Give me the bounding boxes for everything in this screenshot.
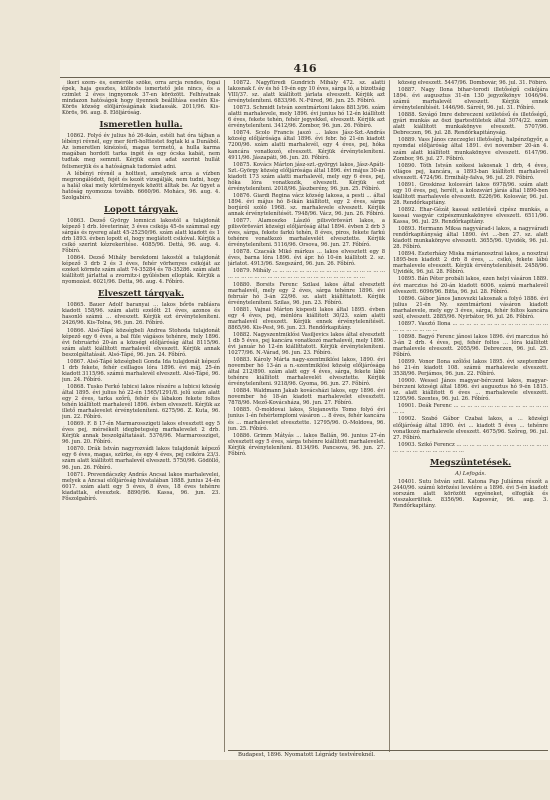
imprint-footer: Budapest, 1896. Nyomatott Légrády testvéreknél. (238, 752, 375, 758)
notice-paragraph: 10892. Ehar-Gézát kassai születésű cipész munkás, a kassai vasgyár czipészmunkakönyve elveszett. 6511/96. Kassa, 96. jul. 29. Rendőrkapitány. (393, 206, 548, 226)
page-number: 416 (293, 62, 317, 75)
notice-paragraph: 10874. Scolo Francis jaszó ... lakos Jász-Szt.-András község előljárósága által 1896. évi febr. hó 21-én kiadott 7200/96. szám alatti marhalevél, egy 4 éves, pej, hóka kancára vonatkozó, elveszett. Kérjük érvényteleníteni. 4911/96. Jászapáti, 96. jun. 20. Főbíró. (228, 130, 385, 161)
notice-paragraph: 10873. Schmidt István szentmártoni lakos 8813/96. szám alatti marhalevele, mely 1896. évi junius hó 12-én kiállított 6 éves, fekete tehén, fehér jegyekkel, elveszett. Kérjük azt érvényteleníteni. 3412/96. Zombor, 96. jun. 26. Főbíró. (228, 105, 385, 130)
notice-paragraph: 10868. Tusko Ferkó lubicsi lakos részére a lubicsi község által 1895. évi julius hó 22-én 1565/1291/8. jelű szám alatt egy 2 éves, tarka szőrű, fehér és lábakon fekete foltos tehén kiállított marhalevél 1896. évben elveszett. Kérjük az illető marhalevelet érvényteleníteni. 6275/96. Z. Kuta, 96. jun. 22. Főbíró. (62, 383, 220, 421)
section-heading: Lopott tárgyak. (103, 204, 179, 215)
notice-paragraph: 10894. Eszterházy Miska márianosztrai lakos, a nosztrai 1895-ben kiadott 2 drb 8 éves, ... csikó, fekete lábú marhalevele elveszett. Kérjük érvénytelenítését. 2458/96. Ujvidék, 96. jul. 28. Főbíró. (393, 251, 548, 276)
notice-paragraph: 10870. Drák István nagyrozvádi lakos tulajdonát képező egy 6 éves, magas, szürke, és egy 4 éves, pej csikóra 23/3. szám alatt kiállított marhalevél elveszett. 5750/96. Gödöllő, 96. jun. 26. Főbíró. (62, 446, 220, 471)
notice-paragraph: 10895. Bán Péter probáli lakos, ezen helyi vásáron 1889. évi marczius hó 20-án kiadott 6006. számú marhalevél elveszett. 6096/96. Bitta, 96. jul. 28. Főbíró. (393, 276, 548, 295)
notice-paragraph: 10885. Ó-moldovai lakos, Stojanovits Tomo folyó évi junius 1-én fehértemplomi vásáron ... 8 éves, fehér kancára és ... marhalevelet elvesztette. 12795/96. O.-Moldova, 96. jun. 25. Főbíró. (228, 407, 385, 432)
notice-paragraph: 10884. Waldmann Jakab kovácsházi lakos, egy 1896. évi november hó 18-án kiadott marhalevelet elvesztett. 7878/96. Mező-Kovácsháza, 96. jun. 27. Főbíró. (228, 388, 385, 407)
notice-paragraph: 10876. Giardi Regina vácz község lakosa, a pesti ... által 1894. évi május hó 8-ikán kiállított, egy 2 éves, sárga borjúról szóló 1968. sz. marhalevele elveszett. Kérjük annak érvénytelenítését. 7948/96. Vácz, 96. jun. 26. Főbíró. (228, 192, 385, 217)
column-divider (224, 80, 225, 752)
notice-paragraph: 10902. Szabó Gábor Czabai lakos, a ... községi előljáróság által 1890. évi ... kiadott 5 éves ... tehénre vonatkozó marhalevele elveszett. 4675/96. Szőreg, 96. jul. 27. Főbíró. (393, 416, 548, 441)
notice-paragraph: 10882. Nagyszentmiklósi Vasiljevics lakos által elvesztett 1 db 5 éves, pej kancára vonatkozó marhalevél, mely 1896. évi január hó 12-én kiállíttatott. Kérjük érvényteleníteni. 10277/96. N.-Várad, 96. jun. 23. Főbíró. (228, 331, 385, 357)
notice-paragraph: 10893. Hermann Miksa nagyvárad-i lakos, a nagyváradi rendőrkapitányság által 1890. évi ...-ben 27. sz. alatt kiadott munkakönyve elveszett. 3655/96. Ujvidék, 96. jul. 28. Főbíró. (393, 226, 548, 251)
column-1 (62, 80, 220, 752)
section-heading: Ismeretlen hulla. (99, 120, 183, 131)
notice-paragraph: 10880. Borsits Ferenc Szilasi lakos által elvesztett marhalevél, mely egy 2 éves, sárga tehénre 1896. évi február hó 3-án 22/96. sz. alatt kiállíttatott. Kérjük érvényteleníteni. Szilas, 96. jun. 23. Főbíró. (228, 281, 385, 306)
notice-paragraph: 10889. Vass János czeczeglei illetőségű, halpénzügyőr, a nyomdai előljáróság által 1891. évi november 20-án 4. szám alatt kiállított munkakönyve elveszett. 6147/96. Zombor, 96. jul. 27. Főbíró. (393, 137, 548, 162)
section-subheading: A) Lefogás. (455, 470, 486, 477)
notice-paragraph: 10877. Alamoszko László pilisvörösvári lakos, a pilisvörösvári községi előljáróság által 1894. évben 2 drb 3 éves, sárga, fekete farkú tehén, 8 éves, piros, fekete farkú tehénre vonatkozó marhalevelét elvesztette. Kérjük érvényteleníteni. 5116/96. Orsova, 96. jun. 27. Főbíró. (228, 218, 385, 249)
notice-paragraph: 10887. Nagy Ilona bihar-torodi illetőségű csikójára 1894. évi augusztus 31-én 130 jegyzőkönyv 1046/94. számú marhalevél elveszett. Kérjük ennek érvénytelenítését. 1446/96. Sárrét, 96. jul. 31. Főbíró. (393, 87, 548, 112)
notice-paragraph: 10883. Károly Márta nagy-szentmiklósi lakos, 1890. évi november hó 13-án a n.-szentmiklósi község előljárósága által 212/890. szám alatt egy 4 éves, sárga, fekete lábú tehénre kiállított marhalevelét elvesztette. Kérjük érvényteleníteni. 9218/96. Gyoma, 96. jun. 27. Főbíró. (228, 357, 385, 388)
footer-rule (228, 750, 548, 751)
notice-paragraph: 10865. Bauer Adolf baranyai ... lakos bőrös rablásra kiadott 158/96. szám alatti ezelőtt 21 éves, azonos és hasonló számú ... elveszett. Kérjük ezt érvényteleníteni. 2426/96. Kis-Tolna, 96. jun. 26. Főbíró. (62, 302, 220, 327)
notice-paragraph: 10890. Tóth István székesi lakosnak 1 drb, 4 éves, világos pej, kancára, a 1893-ban kiállított marhalevél elveszett. 4724/96. Ermihály-falva, 96. jul. 29. Főbíró. (393, 162, 548, 181)
notice-paragraph: 10886. Grimm Mátyás ... lakos Ballán, 96. junius 27-én elvesztett egy 5 éves, sárga tehénre kiállított marhalevelet. Kérjük érvényteleníteni. 8134/96. Pancsova, 96. jun. 27. Főbíró. (228, 432, 385, 457)
notice-paragraph: 10867. Alsó-Tápé községbeli Gonda Ida tulajdonát képező 1 drb fekete, fehér csillagos lóra 1896. évi máj. 25-én kiadott 3115/96. számú marhalevél elveszett. Alsó-Tápé, 96. jun. 24. Főbíró. (62, 358, 220, 383)
notice-paragraph: 10903. Szikó Ferencz ... ... ... ... ... ... ... ... ... ... ... ... ... ... ... ... ... ... ... ... ... ... ... ... ... (393, 441, 548, 454)
notice-paragraph: 10862. Folyó év julius hó 26-ikán, estéli hat óra tájban a lébényi révnél, egy mer férfi-holttestet fogtak ki a Dunából. Az ismeretlen kinézésű, magas termetű, a hulla karma magában hordott tarka ingét és egy ócska kabát, nem tudtak meg semmit. Kérjük ezen adat szerint hullát felismerjük és a hatóságnak tudomást adni. (62, 133, 220, 170)
notice-paragraph: 10888. Szvágó Imre debreczeni születésű és illetőségű, gyári munkás az öszi ipartestületek által 3074/22. szám alatt kiállított munkakönyve elveszett. 5707/96. Debreczen, 96. jul. 28. Rendőrkapitányság. (393, 112, 548, 137)
notice-paragraph: 10864. Dezső Mihály berekdomi lakostól a tulajdonát képező 3 drb 2 és 3 éves, fehér vörhenyes csikóját az ezeket körmöz szám alatt 74-35284 és 78-35286. szám alatt kiállított járlattal a zvornitz-i gyűlésben ellopták. Kérjük a nyomozást. 6021/96. Detta, 96. aug. 4. Főbíró. (62, 255, 220, 286)
notice-paragraph: 10871. Prevendácszky András Ancsai lakos marhalevelei, melyek a Ancsai előljáróság hivatalában 1888. junius 24-én 6017. szám alatt egy 5 éves, 8 éves, 18 éves tehénre kiadattak, elvesztek. 8890/96. Kassa, 96. jun. 23. Főszolgabíró. (62, 471, 220, 502)
notice-paragraph: 10881. Vajnai Márton kispesti lakos által 1895. évben egy 4 éves, pej, ménlóra kiállított 30/23. szám alatti marhalevél elveszett. Kérjük ennek érvénytelenítését. 8865/96. Kis-Pest, 96. jun. 23. Rendőrkapitány. (228, 306, 385, 331)
notice-paragraph: 10875. Kovács Márton jász-szt.-györgyi lakos, Jász-Apáti-Szt.-György község előljárósága által 1896. évi május 30-án kiadott 173 szám alatti marhalevél, mely egy 6 éves, pej, hóka lóra vonatkozik, elveszett. Kérjük ezt érvényteleníteni. 2018/96. Jászberény, 96. jun. 25. Főbíró. (228, 161, 385, 192)
column-divider (389, 80, 390, 752)
notice-paragraph: A lébényi révnél a holttest, amelynek arca a vízben megrongálódott, fejét és kezét vizsgálják, nem tudni, hogy a halál okai mely körülmények között álltak be. Az ügyet a hatóság nyomozza tovább. 6660/96. Mohács, 96. aug. 4. Szolgabíró. (62, 170, 220, 201)
notice-paragraph: 10897. Vasztó Ilona ... ... ... ... ... ... ... ... ... ... ... ... ... ... ... ... ... ... ... ... ... (393, 320, 548, 333)
notice-paragraph: 10899. Vonor Ilona szőlősi lakos 1895. évi szeptember hó 21-én kiadott 108. számú marhalevele elveszett. 3538/96. Perjámos, 96. jun. 22. Főbíró. (393, 359, 548, 378)
section-heading: Megszüntetések. (429, 457, 512, 468)
notice-paragraph: 10869. F. 8 17-én Marmarosszigeti lakos elvesztett egy 5 éves pej, mérsékelt idegbetegség marhalevelet 2 drb. Kérjük annak beszolgáltatását. 5376/96. Marmarossziget, 96. jun. 20. Főbíró. (62, 421, 220, 446)
notice-paragraph: 10891. Groskinsz kolosvári lakos 6978/96. szám alatt egy 10 éves, pej, herélt, a kolozsvári járás által 1890-ben kiállított marhalevele elveszett. 8226/96. Kolosvár, 96. jul. 28. Rendőrkapitány. (393, 181, 548, 206)
notice-paragraph: 10901. Deák Ferenc ... ... ... ... ... ... ... ... ... ... ... ... ... ... ... ... (393, 403, 548, 416)
notice-paragraph: község elveszett. 5447/96. Dombovár, 96. jul. 31. Főbíró. (398, 80, 548, 86)
notice-paragraph: 10866. Alsó-Tápé községbeli Andrea Stohoda tulajdonát képező egy 6 éves, a bal füle vágásos tehénre, mely 1896. évi februárhó 20-án a községi előljáróság által 8115/96. szám alatt kiállított marhalevél elveszett. Kérjük annak beszolgáltatását. Alsó-Tápé, 96. jun. 24. Főbíró. (62, 327, 220, 358)
section-heading: Elveszett tárgyak. (98, 289, 184, 300)
notice-paragraph: 10878. Czacsák Mikó márkus ... lakos elvesztett egy 8 éves, barna lóra 1896. évi ápr. hó 10-én kiállított 2. sz. járlatot. 4913/96. Szegszárd, 96. jun. 26. Főbíró. (228, 249, 385, 268)
notice-paragraph: ikeri szem- és, esmérőle szőke, orra arcja rendes, fogai épek, haja gesztes, különös ismertető jele nincs, és a czimlet 2 éves ingnyomok 37-en körözött. Felhívatnak mindazon hatóságok hogy ilyennek beállítása esetén Kis-Körös község elöljáróságának kiadassák. 2011/96. Kis-Körös, 96. aug. 8. Elöljáróság. (62, 80, 220, 117)
header-rule (60, 77, 550, 78)
newspaper-page (60, 60, 550, 760)
notice-paragraph: 10863. Dezső György lomniczi lakostól a tulajdonát képező 1 drb. lóveterinár, 3 éves csikója 45-ös számmal egy sárgás és nyereg alatt 45-25250/96. szám alatt kiadott és 1 drb 1893. évben lopott el, hogy meglátott csikóval. Kérjük a csikó szerint kézrekerítése. 4085/96. Dettá, 96. aug. 4. Főbíró. (62, 217, 220, 255)
notice-paragraph: 10879. Mihály ... ... ... ... ... ... ... ... ... ... ... ... ... ... ... ... ... ... ... ... ... ... ... ... ... ... ... ... ... ... ... ... ... ... ... ... ... ... (228, 268, 385, 281)
notice-paragraph: 10896. Gábor János Janovszki lakosnak a folyó 1886. évi julius 21-én Ny. szentmártoni vásáron kiadott marhalevele, mely egy 3 éves, sárga, fehér foltos kancára szól, elveszett. 2885/96. Nyirbátor, 96. jul. 26. Főbíró. (393, 295, 548, 320)
notice-paragraph: 10900. Wessel János magyar-bérczeni lakos, magyar-bérczeni községi által 1896. évi augusztus hó 9-én 1815. sz. alatt kiállított 6 éves ... marhalevele elveszett. 1295/96. Szentes, 96. jul. 26. Főbíró. (393, 378, 548, 403)
notice-paragraph: 10401. Sutu István szül. Katona Pap Juliánna részét a 2440/96. számú körözési levelére a 1896. évi 5-én kiadott sorszám alatt körözött egyéneket, elfogták és visszakerültek. 8356/96. Kaposvár, 96. aug. 3. Rendőrkapitány. (393, 478, 548, 509)
column-2 (228, 80, 385, 752)
notice-paragraph: 10898. Bagyó Ferenc jánosi lakos 1896. évi marczius hó 3-án 2 drb. 4 éves, pej, fehér foltos ... lóra kiállított marhalevele elveszett. 2055/96. Debreczen, 96. jul. 25. Főbíró. (393, 333, 548, 359)
notice-paragraph: 10872. Nagyfüredi Gundrich Mihály 472. sz. alatti lakosnak f. év és hó 19-én egy 10 éves, sárga ló, a bizottság VIII/37. sz. alatt kiállított járlata elveszett. Kérjük azt érvényteleníteni. 6833/96. N.-Füred, 96. jun. 25. Főbíró. (228, 80, 385, 105)
column-3 (393, 80, 548, 752)
